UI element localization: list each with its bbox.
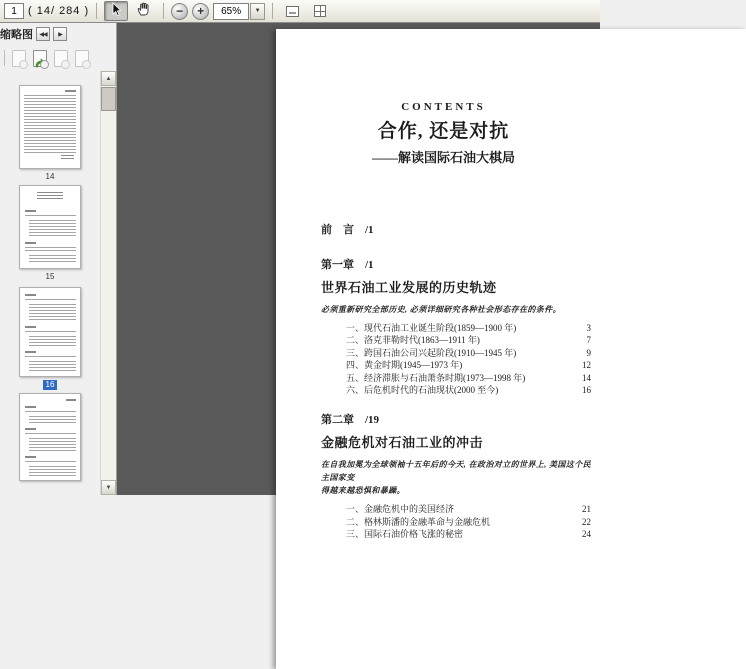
contents-heading: CONTENTS xyxy=(401,101,486,113)
zoom-level-value: 65% xyxy=(213,3,249,20)
expand-panel-button[interactable]: ▶ xyxy=(53,27,67,41)
fit-width-button[interactable] xyxy=(280,1,304,21)
scroll-down-button[interactable]: ▼ xyxy=(101,480,116,495)
toolbar-separator xyxy=(4,50,5,66)
toolbar-separator xyxy=(163,3,164,19)
page-action-button-3[interactable] xyxy=(54,50,68,67)
toc-item-text: 五、经济滞胀与石油萧条时期(1973—1998 年) xyxy=(346,372,526,383)
toc-item-page: 22 xyxy=(582,516,591,527)
chapter-1-heading: 第一章 /1 xyxy=(321,259,374,271)
preface-entry: 前 言 /1 xyxy=(321,224,374,236)
toc-item-text: 四、黄金时期(1945—1973 年) xyxy=(346,360,463,371)
page-action-button-4[interactable] xyxy=(75,50,89,67)
page-action-button-2[interactable] xyxy=(33,50,47,67)
toc-item xyxy=(321,334,591,346)
toc-item xyxy=(321,372,591,384)
toc-item-text: 二、洛克菲勒时代(1863—1911 年) xyxy=(346,335,480,346)
chapter-2-items xyxy=(321,503,591,540)
select-tool-button[interactable] xyxy=(104,1,128,21)
zoom-in-button[interactable]: + xyxy=(192,3,209,20)
thumbnail-page-16[interactable] xyxy=(19,287,81,377)
fit-width-icon xyxy=(286,6,299,17)
thumbnails-panel-header xyxy=(0,23,116,45)
epigraph-line: 必须重新研究全部历史, 必须详细研究各种社会形态存在的条件。 xyxy=(321,305,561,314)
zoom-level-combo[interactable] xyxy=(213,3,265,20)
chapter-2-epigraph xyxy=(321,458,591,497)
toc-item-page: 7 xyxy=(586,335,591,346)
thumbnail-page-label: 16 xyxy=(43,380,58,390)
toc-item-text: 一、金融危机中的美国经济 xyxy=(346,504,455,515)
zoom-out-button[interactable]: − xyxy=(171,3,188,20)
dropdown-arrow-icon[interactable]: ▼ xyxy=(250,3,265,20)
toc-item-text: 六、后危机时代的石油现状(2000 至今) xyxy=(346,385,499,396)
epigraph-line: 得越来越恐惧和暴躁。 xyxy=(321,486,405,496)
scroll-up-button[interactable]: ▲ xyxy=(101,71,116,86)
table-of-contents xyxy=(321,221,591,541)
workspace xyxy=(0,23,600,540)
toc-item xyxy=(321,384,591,396)
toc-item-page: 3 xyxy=(586,323,591,333)
hand-tool-button[interactable] xyxy=(132,1,156,21)
scrollbar-thumb[interactable] xyxy=(101,87,116,111)
thumbnail-list-area xyxy=(0,71,116,495)
toc-item-page: 9 xyxy=(586,347,591,358)
toc-item xyxy=(321,516,591,528)
page-action-button-1[interactable] xyxy=(12,50,26,67)
toc-item-page: 24 xyxy=(582,529,591,540)
toc-item-text: 三、跨国石油公司兴起阶段(1910—1945 年) xyxy=(346,347,517,358)
toc-item-page: 16 xyxy=(582,385,591,396)
chapter-1-items xyxy=(321,322,591,396)
hand-icon xyxy=(137,2,151,20)
toolbar-separator xyxy=(272,3,273,19)
chapter-2-title: 金融危机对石油工业的冲击 xyxy=(321,435,484,451)
thumbnail-page-15[interactable] xyxy=(19,185,81,269)
thumbnails-panel xyxy=(0,23,117,495)
toc-item-text: 二、格林斯潘的金融革命与金融危机 xyxy=(346,516,491,527)
toolbar-separator xyxy=(96,3,97,19)
toc-item xyxy=(321,347,591,359)
thumbnail-page-label: 14 xyxy=(45,172,55,181)
thumbnail-page-label: 15 xyxy=(45,272,55,281)
thumbnail-page-17[interactable] xyxy=(19,393,81,481)
toc-item xyxy=(321,503,591,515)
document-page xyxy=(276,29,746,669)
page-indicator: ( 14/ 284 ) xyxy=(28,5,90,17)
toolbar xyxy=(0,0,600,23)
toc-item-page: 14 xyxy=(582,372,591,383)
thumbnail-page-14[interactable] xyxy=(19,85,81,169)
thumbnail-list xyxy=(0,71,100,495)
toc-item-page: 12 xyxy=(582,360,591,371)
cursor-icon xyxy=(110,2,122,20)
thumbnail-toolbar xyxy=(0,45,116,71)
toc-item xyxy=(321,359,591,371)
thumbnail-scrollbar[interactable] xyxy=(100,71,116,495)
epigraph-line: 在自我加冕为全球领袖十五年后的今天, 在政治对立的世界上, 美国这个民主国家变 xyxy=(321,460,591,483)
fit-page-icon xyxy=(314,5,326,17)
fit-page-button[interactable] xyxy=(308,1,332,21)
document-view[interactable] xyxy=(117,23,600,540)
collapse-panel-button[interactable]: ◀◀ xyxy=(36,27,50,41)
toc-item xyxy=(321,528,591,540)
page-number-input[interactable] xyxy=(4,3,24,19)
panel-title: 缩略图 xyxy=(0,29,33,41)
toc-item xyxy=(321,322,591,334)
toc-item-page: 21 xyxy=(582,504,591,515)
toc-item-text: 一、现代石油工业诞生阶段(1859—1900 年) xyxy=(346,323,517,333)
document-header xyxy=(276,29,611,166)
chapter-1-epigraph xyxy=(321,303,591,316)
book-subtitle: ——解读国际石油大棋局 xyxy=(371,150,515,165)
toc-item-text: 三、国际石油价格飞涨的秘密 xyxy=(346,529,464,540)
chapter-2-heading: 第二章 /19 xyxy=(321,414,380,427)
green-arrow-icon xyxy=(35,55,46,73)
chapter-1-title: 世界石油工业发展的历史轨迹 xyxy=(321,280,497,295)
book-title: 合作, 还是对抗 xyxy=(377,121,510,142)
